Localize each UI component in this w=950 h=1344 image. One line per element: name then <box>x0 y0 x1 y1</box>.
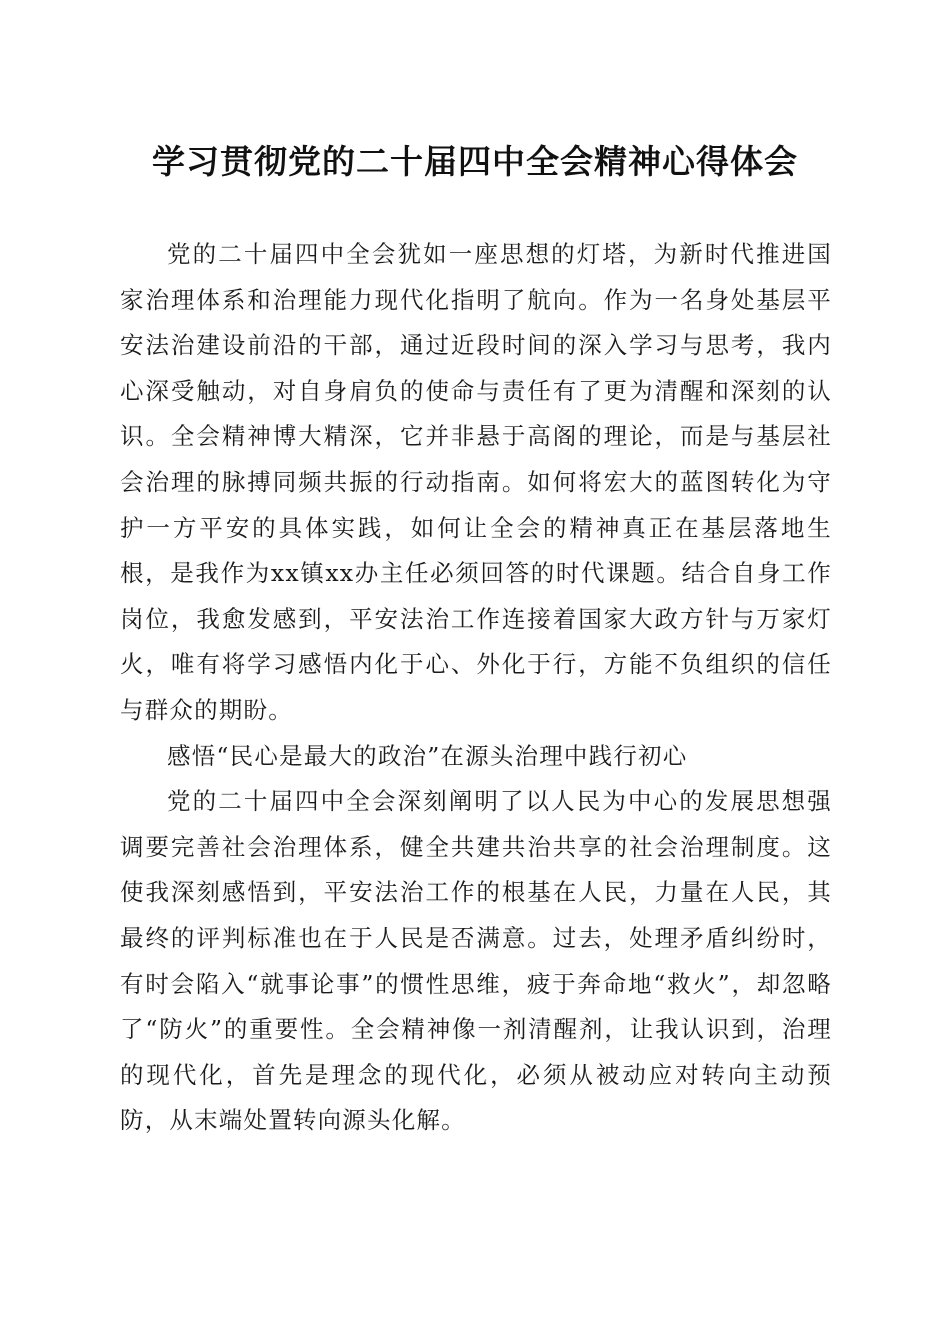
section-paragraph: 党的二十届四中全会深刻阐明了以人民为中心的发展思想强调要完善社会治理体系，健全共建共治共享的社会治理制度。这使我深刻感悟到，平安法治工作的根基在人民，力量在人民，其最终的评判标准也在于人民是否满意。过去，处理矛盾纠纷时，有时会陷入“就事论事”的惯性思维，疲于奔命地“救火”，却忽略了“防火”的重要性。全会精神像一剂清醒剂，让我认识到，治理的现代化，首先是理念的现代化，必须从被动应对转向主动预防，从末端处置转向源头化解。 <box>120 787 832 1135</box>
document-title: 学习贯彻党的二十届四中全会精神心得体会 <box>152 142 798 181</box>
document-body <box>120 232 832 1144</box>
intro-paragraph: 党的二十届四中全会犹如一座思想的灯塔，为新时代推进国家治理体系和治理能力现代化指明了航向。作为一名身处基层平安法治建设前沿的干部，通过近段时间的深入学习与思考，我内心深受触动，对自身肩负的使命与责任有了更为清醒和深刻的认识。全会精神博大精深，它并非悬于高阁的理论，而是与基层社会治理的脉搏同频共振的行动指南。如何将宏大的蓝图转化为守护一方平安的具体实践，如何让全会的精神真正在基层落地生根，是我作为xx镇xx办主任必须回答的时代课题。结合自身工作岗位，我愈发感到，平安法治工作连接着国家大政方针与万家灯火，唯有将学习感悟内化于心、外化于行，方能不负组织的信任与群众的期盼。 <box>120 240 832 724</box>
section-heading: 感悟“民心是最大的政治”在源头治理中践行初心 <box>167 741 688 770</box>
